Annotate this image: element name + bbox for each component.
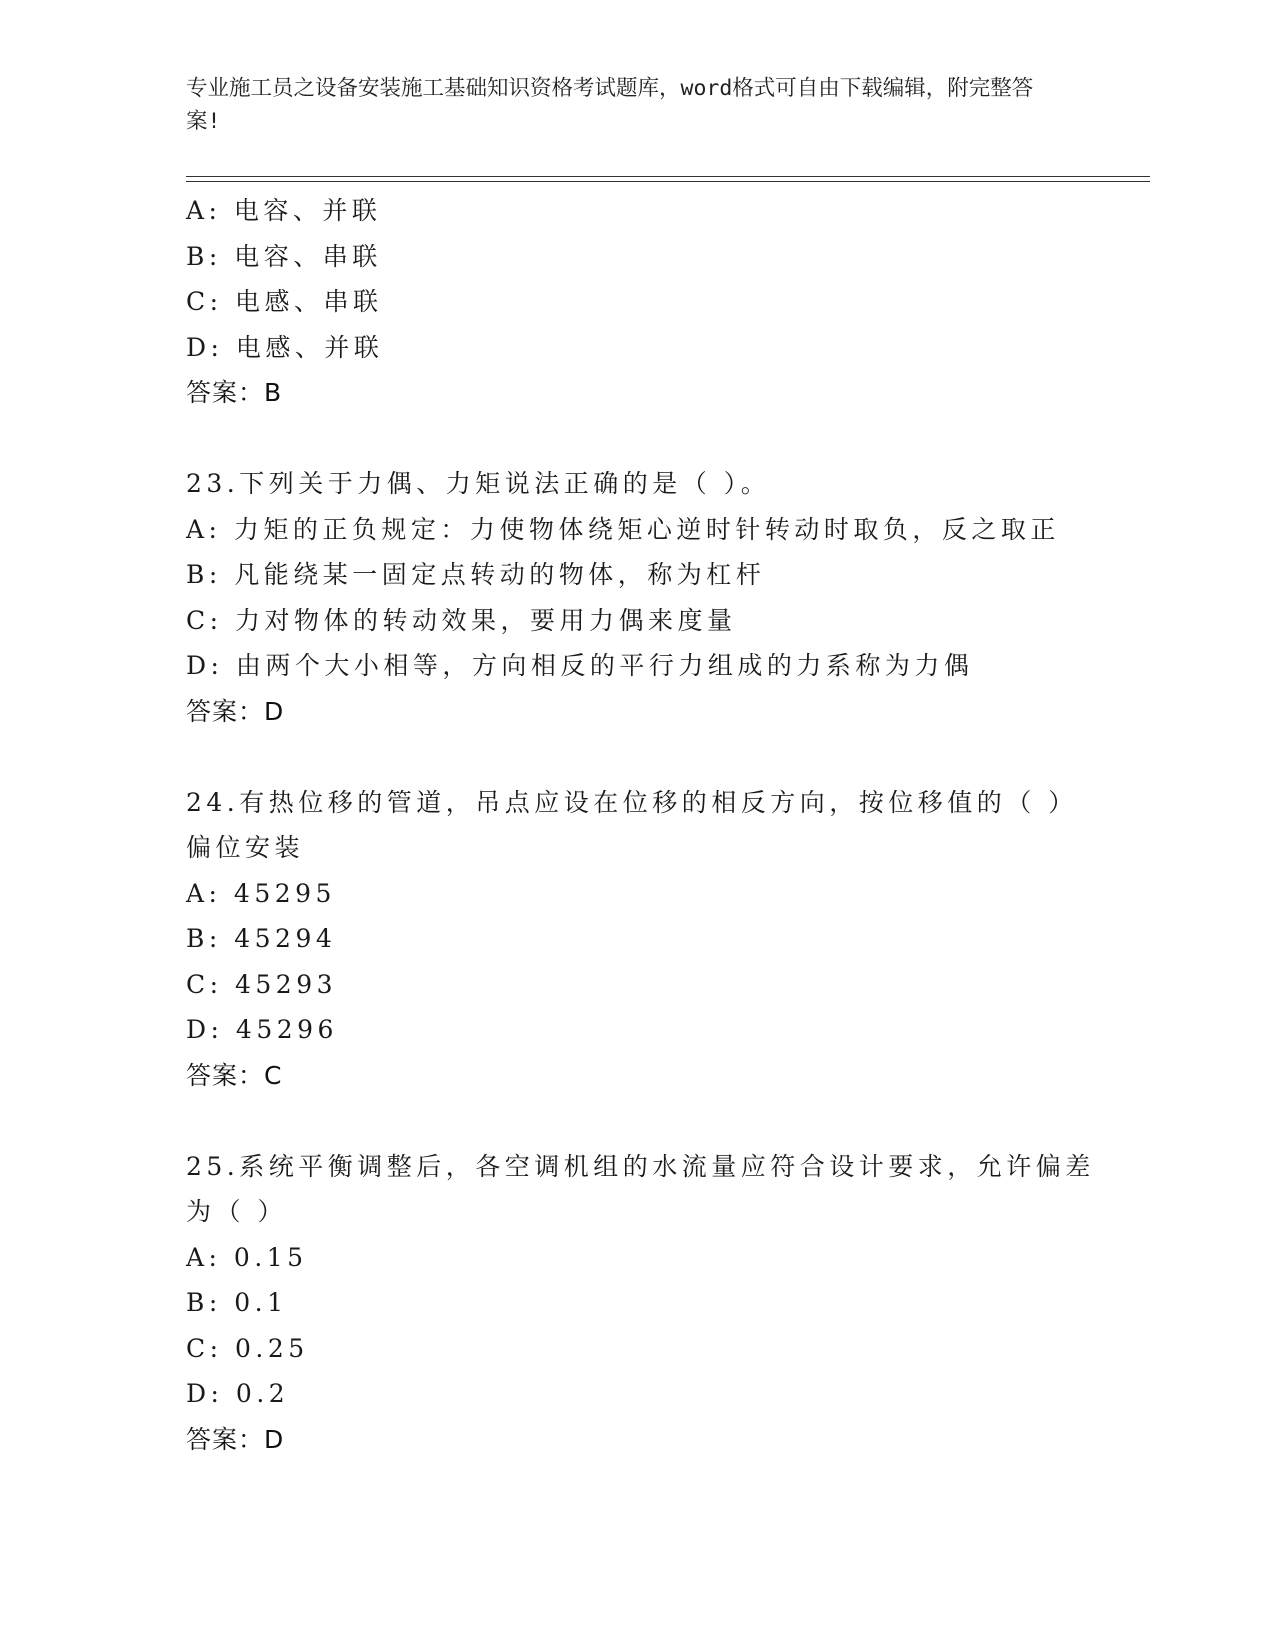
document-body (186, 188, 1150, 1462)
option-a: A: 电容、并联 (186, 196, 382, 225)
page-header: 专业施工员之设备安装施工基础知识资格考试题库，word格式可自由下载编辑，附完整答案! (186, 76, 1034, 134)
option-c: C: 0.25 (186, 1333, 309, 1363)
option-c: C: 电感、串联 (186, 287, 383, 316)
answer: 答案：C (186, 1060, 283, 1090)
header-divider (186, 176, 1150, 182)
question-stem-line-1: 24.有热位移的管道，吊点应设在位移的相反方向，按位移值的（ ） (186, 787, 1078, 817)
option-c: C: 力对物体的转动效果，要用力偶来度量 (186, 605, 737, 635)
option-d: D: 45296 (186, 1015, 338, 1044)
question-stem-line-1: 25.系统平衡调整后，各空调机组的水流量应符合设计要求，允许偏差 (186, 1151, 1095, 1181)
question-25 (186, 1144, 1150, 1463)
option-b: B: 电容、串联 (186, 241, 382, 271)
question-stem: 23.下列关于力偶、力矩说法正确的是（ ）。 (186, 469, 771, 498)
question-23 (186, 461, 1150, 734)
option-c: C: 45293 (186, 969, 338, 999)
spacer (186, 416, 1150, 462)
spacer (186, 1098, 1150, 1144)
option-a: A: 0.15 (186, 1242, 308, 1272)
option-a: A: 45295 (186, 878, 336, 908)
answer: 答案：D (186, 1424, 285, 1454)
option-d: D: 电感、并联 (186, 332, 384, 362)
question-stem-line-2: 偏位安装 (186, 833, 305, 862)
answer: 答案：B (186, 378, 283, 407)
question-22-partial (186, 188, 1150, 416)
answer: 答案：D (186, 696, 285, 726)
option-d: D: 由两个大小相等，方向相反的平行力组成的力系称为力偶 (186, 651, 974, 680)
option-b: B: 凡能绕某一固定点转动的物体，称为杠杆 (186, 560, 766, 589)
question-24 (186, 780, 1150, 1099)
option-a: A: 力矩的正负规定：力使物体绕矩心逆时针转动时取负，反之取正 (186, 514, 1060, 544)
spacer (186, 734, 1150, 780)
option-b: B: 0.1 (186, 1288, 288, 1317)
option-d: D: 0.2 (186, 1379, 290, 1408)
question-stem-line-2: 为（ ） (186, 1197, 287, 1226)
option-b: B: 45294 (186, 924, 337, 953)
